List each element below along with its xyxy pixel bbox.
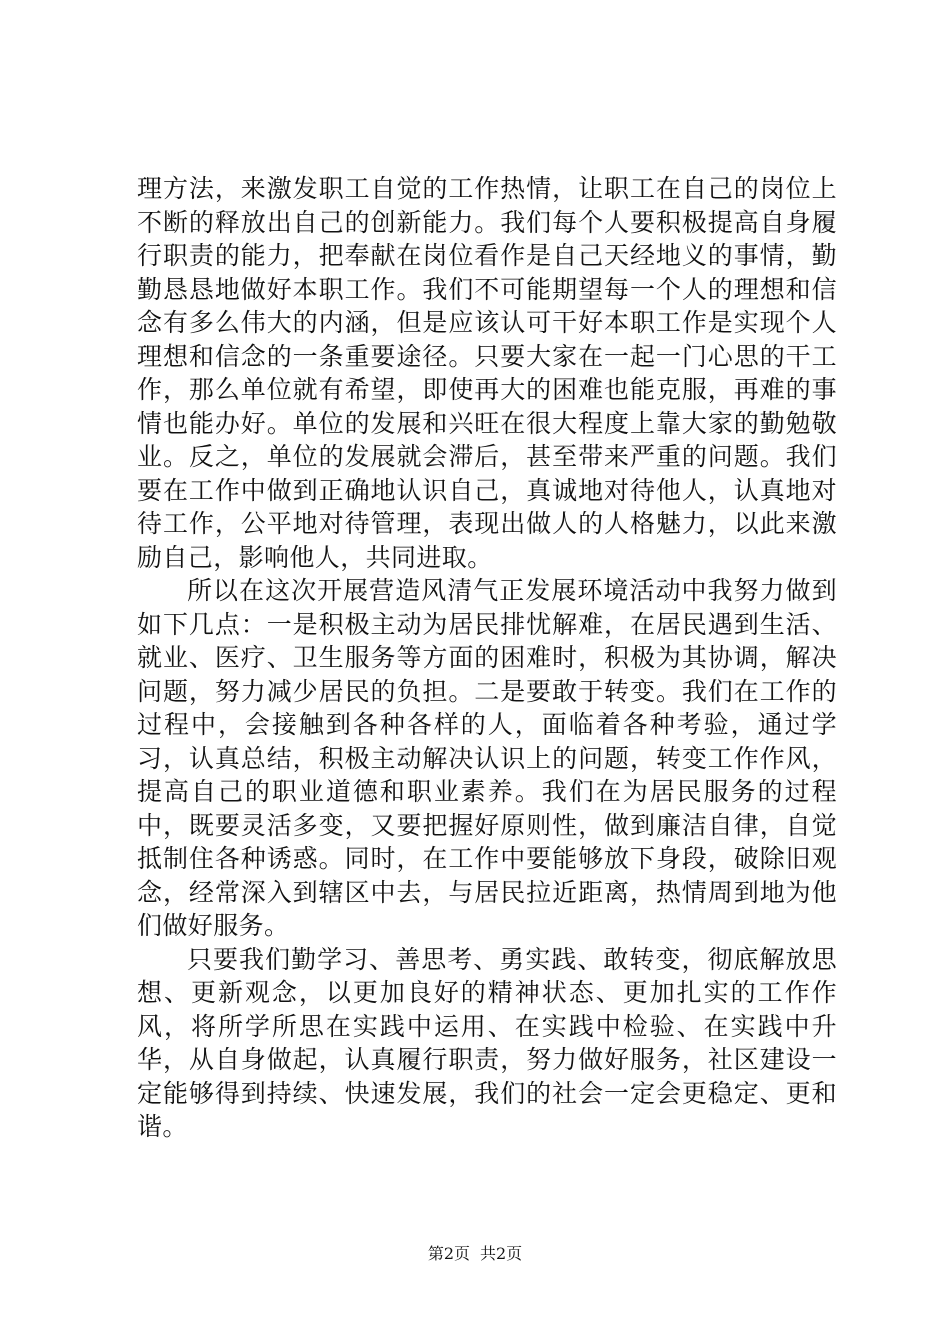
paragraph-1: 理方法，来激发职工自觉的工作热情，让职工在自己的岗位上不断的释放出自己的创新能力。我们每个人要积极提高自身履行职责的能力，把奉献在岗位看作是自己天经地义的事情，勤勤恳恳地做好本职工作。我们不可能期望每一个人的理想和信念有多么伟大的内涵，但是应该认可干好本职工作是实现个人理想和信念的一条重要途径。只要大家在一起一门心思的干工作，那么单位就有希望，即使再大的困难也能克服，再难的事情也能办好。单位的发展和兴旺在很大程度上靠大家的勤勉敬业。反之，单位的发展就会滞后，甚至带来严重的问题。我们要在工作中做到正确地认识自己，真诚地对待他人，认真地对待工作，公平地对待管理，表现出做人的人格魅力，以此来激励自己，影响他人，共同进取。 <box>137 174 837 572</box>
paragraph-2: 所以在这次开展营造风清气正发展环境活动中我努力做到如下几点：一是积极主动为居民排忧解难，在居民遇到生活、就业、医疗、卫生服务等方面的困难时，积极为其协调，解决问题，努力减少居民的负担。二是要敢于转变。我们在工作的过程中，会接触到各种各样的人，面临着各种考验，通过学习，认真总结，积极主动解决认识上的问题，转变工作作风，提高自己的职业道德和职业素养。我们在为居民服务的过程中，既要灵活多变，又要把握好原则性，做到廉洁自律，自觉抵制住各种诱惑。同时，在工作中要能够放下身段，破除旧观念，经常深入到辖区中去，与居民拉近距离，热情周到地为他们做好服务。 <box>137 576 837 940</box>
document-body <box>137 172 837 1144</box>
page-footer <box>0 1244 950 1264</box>
paragraph-3: 只要我们勤学习、善思考、勇实践、敢转变，彻底解放思想、更新观念，以更加良好的精神状态、更加扎实的工作作风，将所学所思在实践中运用、在实践中检验、在实践中升华，从自身做起，认真履行职责，努力做好服务，社区建设一定能够得到持续、快速发展，我们的社会一定会更稳定、更和谐。 <box>137 944 837 1141</box>
page-number: 第2页 <box>427 1244 470 1263</box>
page-total: 共2页 <box>480 1244 523 1263</box>
